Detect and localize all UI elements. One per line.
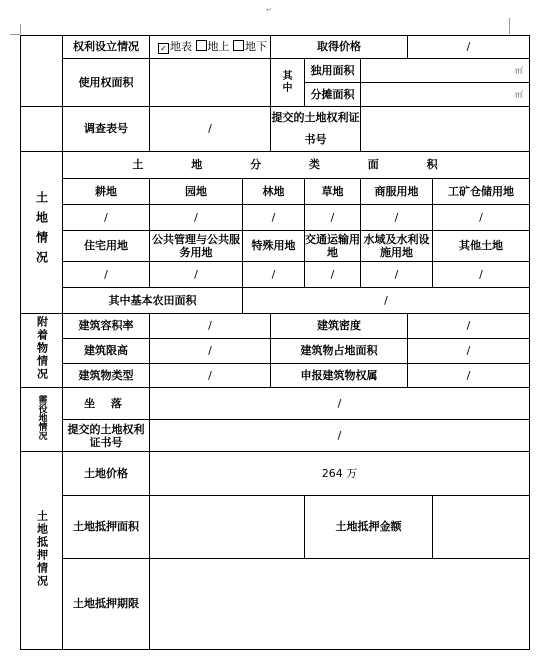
checkbox-above[interactable] — [196, 40, 207, 51]
crop-mark — [10, 34, 20, 35]
attachment-row-3 — [21, 364, 530, 388]
classification-title: 土 地 分 类 面 积 — [63, 152, 530, 179]
farmland-value: / — [243, 288, 530, 314]
value-cell: / — [63, 205, 150, 231]
rights-row — [21, 36, 530, 59]
header-special: 特殊用地 — [243, 231, 305, 262]
mortgage-amount-label: 土地抵押金额 — [305, 496, 433, 559]
value-cell: / — [150, 262, 243, 288]
header-public: 公共管理与公共服务用地 — [150, 231, 243, 262]
value-cell: / — [243, 205, 305, 231]
attachment-row-2 — [21, 339, 530, 364]
survey-value: / — [150, 107, 271, 152]
attachment-value: / — [408, 339, 530, 364]
attachment-value: / — [150, 364, 271, 388]
land-headers-2 — [21, 231, 530, 262]
header-water: 水域及水利设施用地 — [361, 231, 433, 262]
attachment-value: / — [408, 364, 530, 388]
area-value — [150, 59, 271, 107]
value-cell: / — [243, 262, 305, 288]
exclusive-area-unit: ㎡ — [361, 59, 530, 83]
cert-value — [361, 107, 530, 152]
attachment-label: 申报建筑物权属 — [271, 364, 408, 388]
location-label: 坐 落 — [63, 388, 150, 420]
value-cell: / — [433, 205, 530, 231]
required-cert-row — [21, 420, 530, 452]
blank-side-cell — [21, 36, 63, 107]
attachment-row-1 — [21, 314, 530, 339]
header-forest: 林地 — [243, 179, 305, 205]
header-other: 其他土地 — [433, 231, 530, 262]
required-cert-label: 提交的土地权利证书号 — [63, 420, 150, 452]
mortgage-term-label: 土地抵押期限 — [63, 559, 150, 650]
header-industrial: 工矿仓储用地 — [433, 179, 530, 205]
header-cultivated: 耕地 — [63, 179, 150, 205]
location-value: / — [150, 388, 530, 420]
header-grass: 草地 — [305, 179, 361, 205]
value-cell: / — [361, 262, 433, 288]
attachment-value: / — [150, 339, 271, 364]
value-cell: / — [305, 205, 361, 231]
location-row — [21, 388, 530, 420]
option-above-label: 地上 — [207, 40, 230, 53]
land-values-1 — [21, 205, 530, 231]
value-cell: / — [150, 205, 243, 231]
header-commercial: 商服用地 — [361, 179, 433, 205]
mortgage-price-value: 264 万 — [150, 452, 530, 496]
farmland-row — [21, 288, 530, 314]
land-status-side: 土地情况 — [21, 152, 63, 314]
qizhong-label: 其中 — [271, 59, 305, 107]
mortgage-area-value — [150, 496, 305, 559]
land-registration-form — [20, 35, 530, 650]
header-residential: 住宅用地 — [63, 231, 150, 262]
option-surface-label: 地表 — [170, 40, 192, 53]
mortgage-price-label: 土地价格 — [63, 452, 150, 496]
crop-mark — [509, 18, 510, 34]
mortgage-area-row — [21, 496, 530, 559]
option-below-label: 地下 — [245, 40, 267, 53]
mortgage-term-value — [150, 559, 530, 650]
value-cell: / — [433, 262, 530, 288]
survey-row — [21, 107, 530, 152]
blank-side-cell — [21, 107, 63, 152]
price-value: / — [408, 36, 530, 59]
attachment-label: 建筑限高 — [63, 339, 150, 364]
required-cert-value: / — [150, 420, 530, 452]
survey-label: 调查表号 — [63, 107, 150, 152]
top-paragraph-mark: ↵ — [266, 6, 272, 14]
farmland-label: 其中基本农田面积 — [63, 288, 243, 314]
exclusive-area-label: 独用面积 — [305, 59, 361, 83]
classification-title-row — [21, 152, 530, 179]
land-values-2 — [21, 262, 530, 288]
required-land-side: 需役地情况 — [21, 388, 63, 452]
mortgage-amount-value — [433, 496, 530, 559]
value-cell: / — [361, 205, 433, 231]
attachment-label: 建筑密度 — [271, 314, 408, 339]
mortgage-term-row — [21, 559, 530, 650]
rights-options — [150, 36, 271, 59]
header-garden: 园地 — [150, 179, 243, 205]
header-transport: 交通运输用地 — [305, 231, 361, 262]
rights-label: 权利设立情况 — [63, 36, 150, 59]
value-cell: / — [305, 262, 361, 288]
mortgage-price-row — [21, 452, 530, 496]
value-cell: / — [63, 262, 150, 288]
checkbox-surface[interactable]: ✓ — [158, 43, 169, 54]
checkbox-below[interactable] — [233, 40, 244, 51]
attachment-value: / — [150, 314, 271, 339]
shared-area-unit: ㎡ — [361, 83, 530, 107]
attachment-label: 建筑物占地面积 — [271, 339, 408, 364]
attachment-value: / — [408, 314, 530, 339]
attachment-label: 建筑物类型 — [63, 364, 150, 388]
attachments-side: 附着物情况 — [21, 314, 63, 388]
cert-label: 提交的土地权利证书号 — [271, 107, 361, 152]
area-label: 使用权面积 — [63, 59, 150, 107]
area-row-1 — [21, 59, 530, 83]
shared-area-label: 分摊面积 — [305, 83, 361, 107]
mortgage-side: 土地抵押情况 — [21, 452, 63, 650]
land-headers-1 — [21, 179, 530, 205]
price-label: 取得价格 — [271, 36, 408, 59]
mortgage-area-label: 土地抵押面积 — [63, 496, 150, 559]
attachment-label: 建筑容积率 — [63, 314, 150, 339]
crop-mark — [20, 24, 21, 34]
